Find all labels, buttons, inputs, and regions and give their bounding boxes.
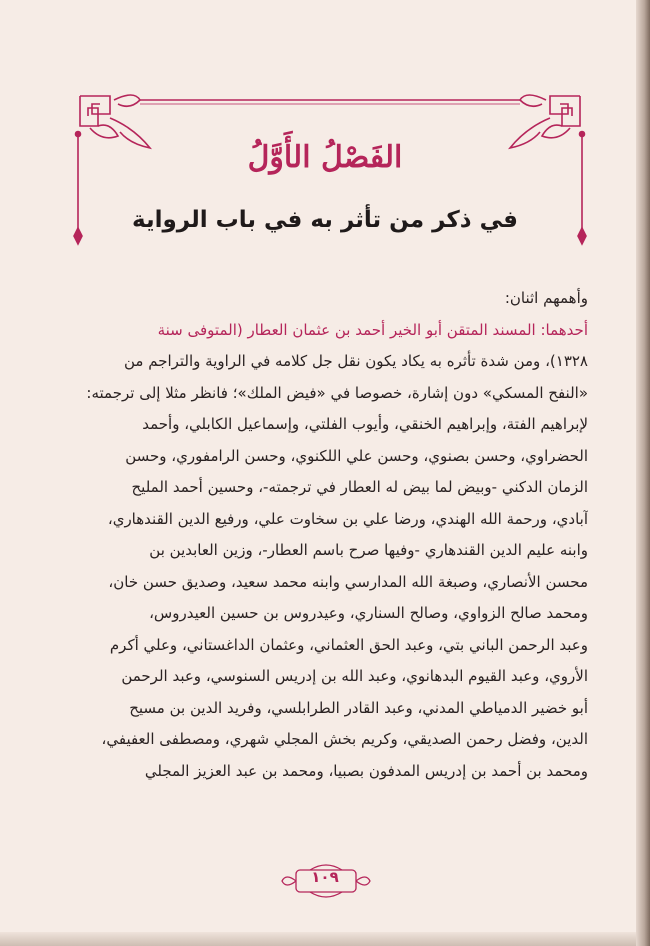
paragraph-intro: وأهمهم اثنان: [504,289,588,307]
paragraph-line: وعبد الرحمن الباني بتي، وعبد الحق العثماني، وعثمان الداغستاني، وعلي أكرم [109,635,588,654]
paragraph-line: ومحمد بن أحمد بن إدريس المدفون بصبيا، ومحمد بن عبد العزيز المجلي [144,761,588,780]
paragraph-line: لإبراهيم الفتة، وإبراهيم الخنقي، وأيوب الفلتي، وإسماعيل الكابلي، وأحمد [142,415,588,433]
page-number: ١٠٩ [311,868,339,886]
paragraph-line: ١٣٢٨)، ومن شدة تأثره به يكاد يكون نقل جل كلامه في الراوية والتراجم من [123,352,588,370]
paragraph-line: الدين، وفضل رحمن الصديقي، وكريم بخش المجلي شهري، ومصطفى العفيفي، [101,730,588,748]
paragraph-line: الزمان الدكني -وبيض لما بيض له العطار في ترجمته-، وحسين أحمد المليح [131,478,588,496]
body-text [78,283,588,787]
book-gutter-shadow [636,0,650,946]
paragraph-line: أبو خضير الدمياطي المدني، وعبد القادر الطرابلسي، وفريد الدين بن مسيح [129,698,588,717]
paragraph-line: «النفح المسكي» دون إشارة، خصوصا في «فيض الملك»؛ فانظر مثلا إلى ترجمته: [86,383,588,402]
page-bottom-edge [0,932,650,946]
paragraph-line-accent: أحدهما: المسند المتقن أبو الخير أحمد بن عثمان العطار (المتوفى سنة [157,320,588,339]
chapter-subtitle: في ذكر من تأثر به في باب الرواية [132,207,518,233]
paragraph-line: الأروي، وعبد القيوم البدهانوي، وعبد الله بن إدريس السنوسي، وعبد الرحمن [121,667,588,685]
paragraph-line: آبادي، ورحمة الله الهندي، ورضا علي بن سخاوت علي، ورفيع الدين القندهاري، [107,509,588,528]
paragraph-line: محسن الأنصاري، وصبغة الله المدارسي وابنه محمد سعيد، وصديق حسن خان، [108,572,588,591]
paragraph-line: ومحمد صالح الزواوي، وصالح السناري، وعيدروس بن حسين العيدروس، [149,604,588,622]
chapter-title: الفَصْلُ الأَوَّلُ [247,140,403,175]
paragraph-line: وابنه عليم الدين القندهاري -وفيها صرح باسم العطار-، وزين العابدين بن [149,541,588,559]
paragraph-line: الحضراوي، وحسن بصنوي، وحسن علي اللكنوي، وحسن الرامفوري، وحسن [125,446,588,465]
